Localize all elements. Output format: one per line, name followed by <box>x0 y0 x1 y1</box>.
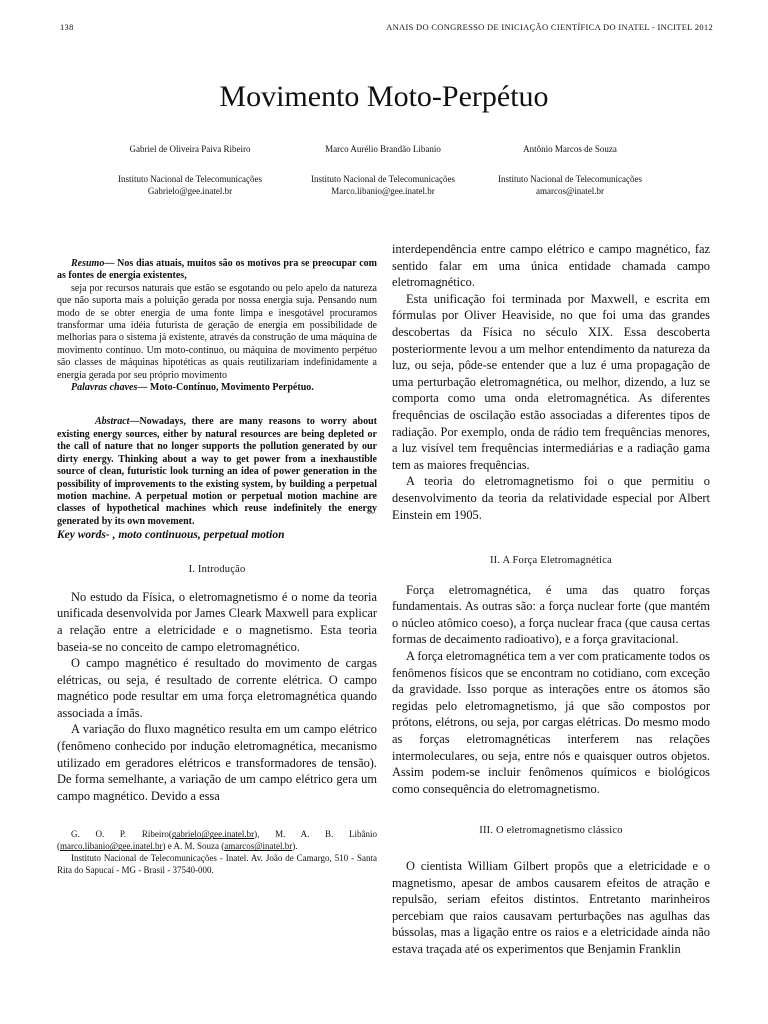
author-name: Marco Aurélio Brandão Libanio <box>325 144 441 154</box>
author-name: Antônio Marcos de Souza <box>523 144 617 154</box>
footnote-text: ) e A. M. Souza ( <box>162 841 225 852</box>
journal-name: ANAIS DO CONGRESSO DE INICIAÇÃO CIENTÍFICA DO INATEL - INCITEL 2012 <box>386 22 713 32</box>
author-email: amarcos@inatel.br <box>535 186 604 196</box>
abstract-paragraph <box>57 416 377 528</box>
intro-paragraph: No estudo da Física, o eletromagnetismo é o nome da teoria unificada desenvolvida por James Cleark Maxwell para explicar a relação entre a eletricidade e o magnetismo. Esta teoria baseia-se no conceito de campo eletromagnético. <box>57 589 377 654</box>
intro-paragraph: A variação do fluxo magnético resulta em um campo elétrico (fenômeno conhecido por indução eletromagnética, mecanismo utilizado em geradores elétricos e transformadores de tensão). De forma semelhante, a variação de um campo elétrico gera um campo magnético. Devido a essa <box>57 722 377 803</box>
body-paragraph: O cientista William Gilbert propôs que a eletricidade e o magnetismo, apesar de ambos causarem efeitos de atração e repulsão, seriam efeitos distintos. Entretanto marinheiros percebiam que raios causavam perturbações nas agulhas das bússolas, mas a ligação entre os raios e a eletricidade ainda não estava traçada até os experimentos que Benjamin Franklin <box>392 859 710 956</box>
resumo-body: seja por recursos naturais que estão se esgotando ou pelo apelo da natureza que não suporta mais a poluição gerada por nossa energia suja. Pensando num modo de se obter energia de uma fonte limpa e inesgotável procuramos transformar uma idéia futurista de geração de energia em possibilidade de melhorias para o sistema já existente, através da construção de uma máquina de movimento contínuo. Um moto-contínuo, ou máquina de movimento perpétuo são classes de máquinas hipotéticas as quais reutilizariam indefinidamente a energia gerada por seu próprio movimento <box>57 282 377 381</box>
page-number: 138 <box>60 22 74 32</box>
author-institution: Instituto Nacional de Telecomunicações <box>498 174 642 184</box>
right-column <box>392 241 710 958</box>
resumo-lead: — Nos dias atuais, muitos são os motivos pra se preocupar com as fontes de energia existentes, <box>57 258 377 282</box>
resumo-label: Resumo <box>71 258 105 269</box>
intro-paragraph: O campo magnético é resultado do movimento de cargas elétricas, ou seja, é resultado de corrente elétrica. O campo magnético pode resultar em uma força eletromagnética quando associada a ímãs. <box>57 656 377 720</box>
author-block-2 <box>283 143 483 197</box>
footnote-text: G. O. P. Ribeiro( <box>71 829 172 840</box>
author-email: Marco.libanio@gee.inatel.br <box>331 186 435 196</box>
keywords-text: — Moto-Contínuo, Movimento Perpétuo. <box>137 382 314 394</box>
footnote-email-link[interactable]: gabrielo@gee.inatel.br <box>171 829 255 840</box>
footnote-text: ), M. A. B. Libânio ( <box>57 829 378 852</box>
body-paragraph: interdependência entre campo elétrico e campo magnético, faz sentido falar em uma única entidade chamada campo eletromagnético. <box>392 242 710 290</box>
author-block-3 <box>470 143 670 197</box>
body-paragraph: Esta unificação foi terminada por Maxwell, e escrita em fórmulas por Oliver Heaviside, no que foi uma das grandes descobertas da Física no século XIX. Essa descoberta posteriormente levou a um melhor entendimento da natureza da luz, ou seja, pôde-se entender que a luz é uma propagação de uma perturbação eletromagnética, ou melhor, dizendo, a luz se comporta como uma onda eletromagnética. As diferentes frequências de oscilação estão associadas a diferentes tipos de radiação. Por exemplo, onda de rádio tem frequências menores, a luz visível tem frequências intermediárias e a radiação gama tem as maiores frequências. <box>392 291 710 472</box>
section-heading-forca: II. A Força Eletromagnética <box>489 555 613 567</box>
author-institution: Instituto Nacional de Telecomunicações <box>118 174 262 184</box>
footnote <box>57 828 377 876</box>
resumo-keywords <box>57 382 377 394</box>
author-institution: Instituto Nacional de Telecomunicações <box>311 174 455 184</box>
section-heading-intro: I. Introdução <box>188 564 246 576</box>
footnote-address: Instituto Nacional de Telecomunicações - Inatel. Av. João de Camargo, 510 - Santa Rita do Sapucaí - MG - Brasil - 37540-000. <box>57 853 377 876</box>
footnote-text: ). <box>292 841 298 852</box>
author-name: Gabriel de Oliveira Paiva Ribeiro <box>129 144 251 154</box>
author-block-1 <box>90 143 290 197</box>
author-email: Gabrielo@gee.inatel.br <box>147 186 233 196</box>
keywords-label: Palavras chaves <box>71 382 138 394</box>
body-paragraph: A teoria do eletromagnetismo foi o que permitiu o desenvolvimento da teoria da relatividade especial por Albert Einstein em 1905. <box>392 474 710 522</box>
footnote-email-link[interactable]: amarcos@inatel.br <box>224 841 293 852</box>
abstract-keywords: Key words- , moto continuous, perpetual motion <box>57 529 285 542</box>
paper-title: Movimento Moto-Perpétuo <box>219 80 549 113</box>
left-column <box>57 258 377 876</box>
body-paragraph: A força eletromagnética tem a ver com praticamente todos os fenômenos físicos que se encontram no cotidiano, com exceção da gravidade. Isso porque as interações entre os átomos são regidas pelo eletromagnetismo, já que são compostos por prótons, elétrons, ou seja, por cargas elétricas. Do mesmo modo as forças eletromagnéticas interferem nas relações intermoleculares, ou seja, entre nós e quaisquer outros objetos. Assim podem-se incluir fenômenos químicos e biológicos como consequência do eletromagnetismo. <box>392 649 710 796</box>
footnote-email-link[interactable]: marco.libanio@gee.inatel.br <box>60 841 163 852</box>
resumo-paragraph <box>57 258 377 283</box>
section-heading-classico: III. O eletromagnetismo clássico <box>479 825 623 837</box>
abstract-text: —Nowadays, there are many reasons to worry about existing energy sources, either by natural resources are being depleted or the call of nature that no longer supports the pollution generated by our dirty energy. Thinking about a way to get power from a inexhaustible source of clean, futuristic look turning an idea of power generation in the possibility of improvements to the existing system, by building a perpetual motion machine. A perpetual motion or perpetual motion machine are classes of hypothetical machines which reuse indefinitely the energy generated by its own movement. <box>57 416 377 527</box>
abstract-label: Abstract <box>95 416 130 428</box>
body-paragraph: Força eletromagnética, é uma das quatro forças fundamentais. As outras são: a força nuclear forte (que mantém o núcleo atômico coeso), a força nuclear fraca (que causa certas formas de decaimento radioativo), e a força gravitacional. <box>392 582 710 647</box>
